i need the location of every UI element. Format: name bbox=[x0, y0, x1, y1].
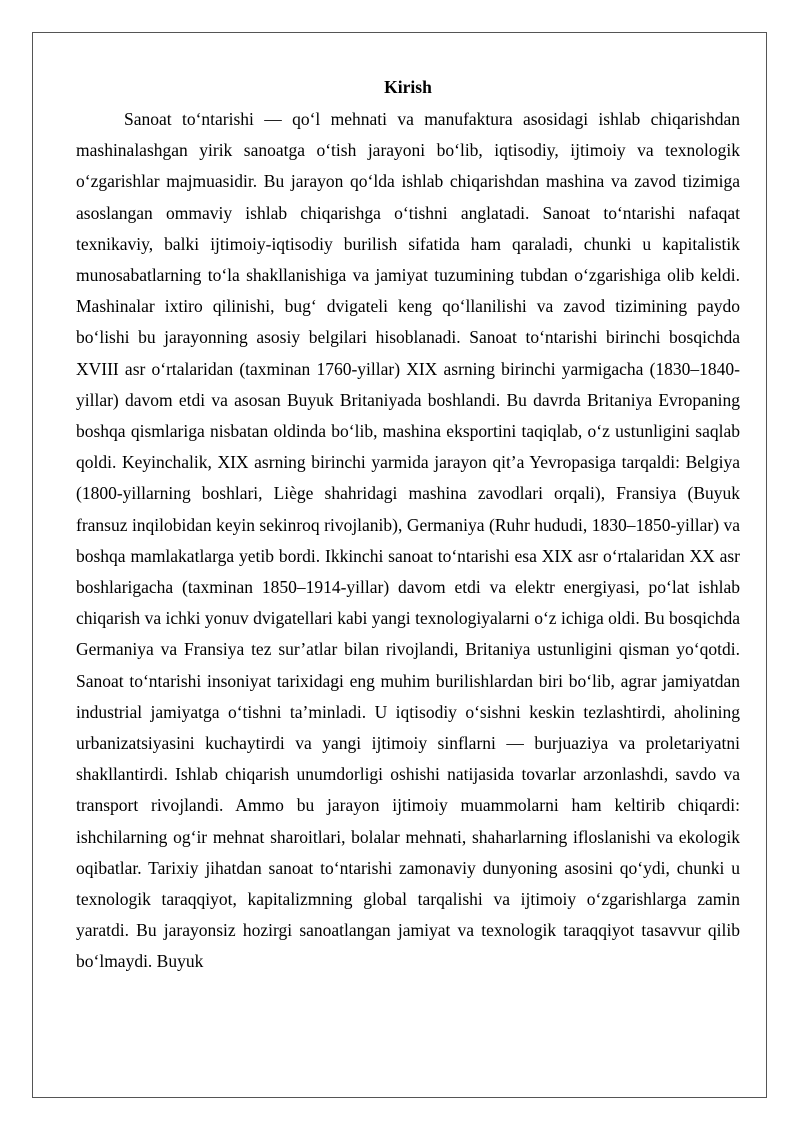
document-title: Kirish bbox=[384, 77, 432, 97]
body-paragraph: Sanoat to‘ntarishi — qo‘l mehnati va manufaktura asosidagi ishlab chiqarishdan mashinalashgan yirik sanoatga o‘tish jarayoni bo‘lib, iqtisodiy, ijtimoiy va texnologik o‘zgarishlar majmuasidir. Bu jarayon qo‘lda ishlab chiqarishdan mashina va zavod tizimiga asoslangan ommaviy ishlab chiqarishga o‘tishni anglatadi. Sanoat to‘ntarishi nafaqat texnikaviy, balki ijtimoiy-iqtisodiy burilish sifatida ham qaraladi, chunki u kapitalistik munosabatlarning to‘la shakllanishiga va jamiyat tuzumining tubdan o‘zgarishiga olib keldi. Mashinalar ixtiro qilinishi, bug‘ dvigateli keng qo‘llanilishi va zavod tizimining paydo bo‘lishi bu jarayonning asosiy belgilari hisoblanadi. Sanoat to‘ntarishi birinchi bosqichda XVIII asr o‘rtalaridan (taxminan 1760-yillar) XIX asrning birinchi yarmigacha (1830–1840-yillar) davom etdi va asosan Buyuk Britaniyada boshlandi. Bu davrda Britaniya Evropaning boshqa qismlariga nisbatan oldinda bo‘lib, mashina eksportini taqiqlab, o‘z ustunligini saqlab qoldi. Keyinchalik, XIX asrning birinchi yarmida jarayon qit’a Yevropasiga tarqaldi: Belgiya (1800-yillarning boshlari, Liège shahridagi mashina zavodlari orqali), Fransiya (Buyuk fransuz inqilobidan keyin sekinroq rivojlanib), Germaniya (Ruhr hududi, 1830–1850-yillar) va boshqa mamlakatlarga yetib bordi. Ikkinchi sanoat to‘ntarishi esa XIX asr o‘rtalaridan XX asr boshlarigacha (taxminan 1850–1914-yillar) davom etdi va elektr energiyasi, po‘lat ishlab chiqarish va ichki yonuv dvigatellari kabi yangi texnologiyalarni o‘z ichiga oldi. Bu bosqichda Germaniya va Fransiya tez sur’atlar bilan rivojlandi, Britaniya ustunligini qisman yo‘qotdi. Sanoat to‘ntarishi insoniyat tarixidagi eng muhim burilishlardan biri bo‘lib, agrar jamiyatdan industrial jamiyatga o‘tishni ta’minladi. U iqtisodiy o‘sishni keskin tezlashtirdi, aholining urbanizatsiyasini kuchaytirdi va yangi ijtimoiy sinflarni — burjuaziya va proletariyatni shakllantirdi. Ishlab chiqarish unumdorligi oshishi natijasida tovarlar arzonlashdi, savdo va transport rivojlandi. Ammo bu jarayon ijtimoiy muammolarni ham keltirib chiqardi: ishchilarning og‘ir mehnat sharoitlari, bolalar mehnati, shaharlarning ifloslanishi va ekologik oqibatlar. Tarixiy jihatdan sanoat to‘ntarishi zamonaviy dunyoning asosini qo‘ydi, chunki u texnologik taraqqiyot, kapitalizmning global tarqalishi va ijtimoiy o‘zgarishlarga zamin yaratdi. Bu jarayonsiz hozirgi sanoatlangan jamiyat va texnologik taraqqiyot tasavvur qilib bo‘lmaydi. Buyuk bbox=[76, 109, 740, 972]
